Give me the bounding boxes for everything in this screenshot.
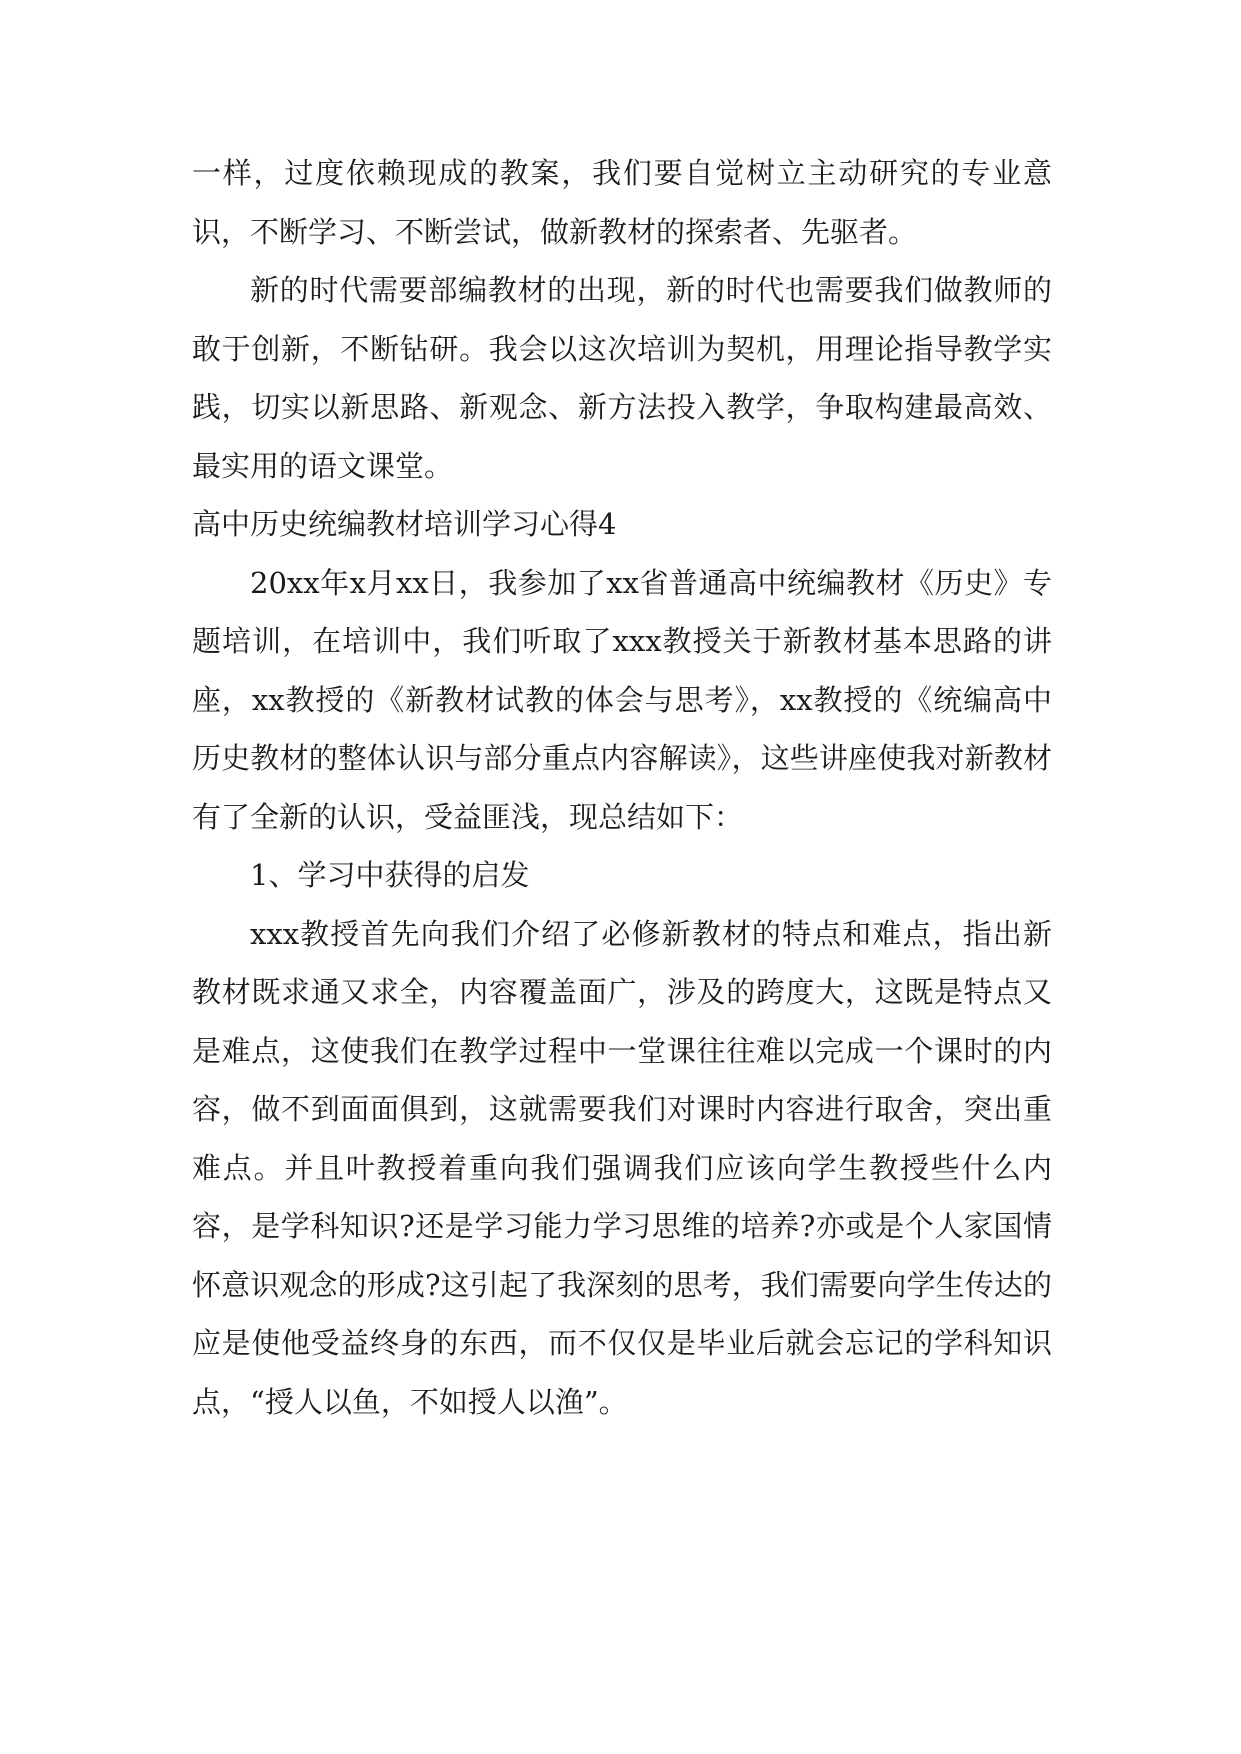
- paragraph-new-era: 新的时代需要部编教材的出现，新的时代也需要我们做教师的敢于创新，不断钻研。我会以这次培训为契机，用理论指导教学实践，切实以新思路、新观念、新方法投入教学，争取构建最高效、最实用的语文课堂。: [192, 273, 1052, 483]
- document-body: [192, 144, 1052, 1431]
- paragraph-continuation: 一样，过度依赖现成的教案，我们要自觉树立主动研究的专业意识，不断学习、不断尝试，做新教材的探索者、先驱者。: [192, 156, 1052, 249]
- subheading-inspiration: 1、学习中获得的启发: [250, 858, 530, 892]
- paragraph-lecture-summary: xxx教授首先向我们介绍了必修新教材的特点和难点，指出新教材既求通又求全，内容覆盖面广，涉及的跨度大，这既是特点又是难点，这使我们在教学过程中一堂课往往难以完成一个课时的内容，做不到面面俱到，这就需要我们对课时内容进行取舍，突出重难点。并且叶教授着重向我们强调我们应该向学生教授些什么内容，是学科知识?还是学习能力学习思维的培养?亦或是个人家国情怀意识观念的形成?这引起了我深刻的思考，我们需要向学生传达的应是使他受益终身的东西，而不仅仅是毕业后就会忘记的学科知识点，“授人以鱼，不如授人以渔”。: [192, 916, 1052, 1419]
- section-heading: 高中历史统编教材培训学习心得4: [192, 507, 617, 541]
- paragraph-training-intro: 20xx年x月xx日，我参加了xx省普通高中统编教材《历史》专题培训，在培训中，我们听取了xxx教授关于新教材基本思路的讲座，xx教授的《新教材试教的体会与思考》，xx教授的《统编高中历史教材的整体认识与部分重点内容解读》，这些讲座使我对新教材有了全新的认识，受益匪浅，现总结如下：: [192, 565, 1052, 834]
